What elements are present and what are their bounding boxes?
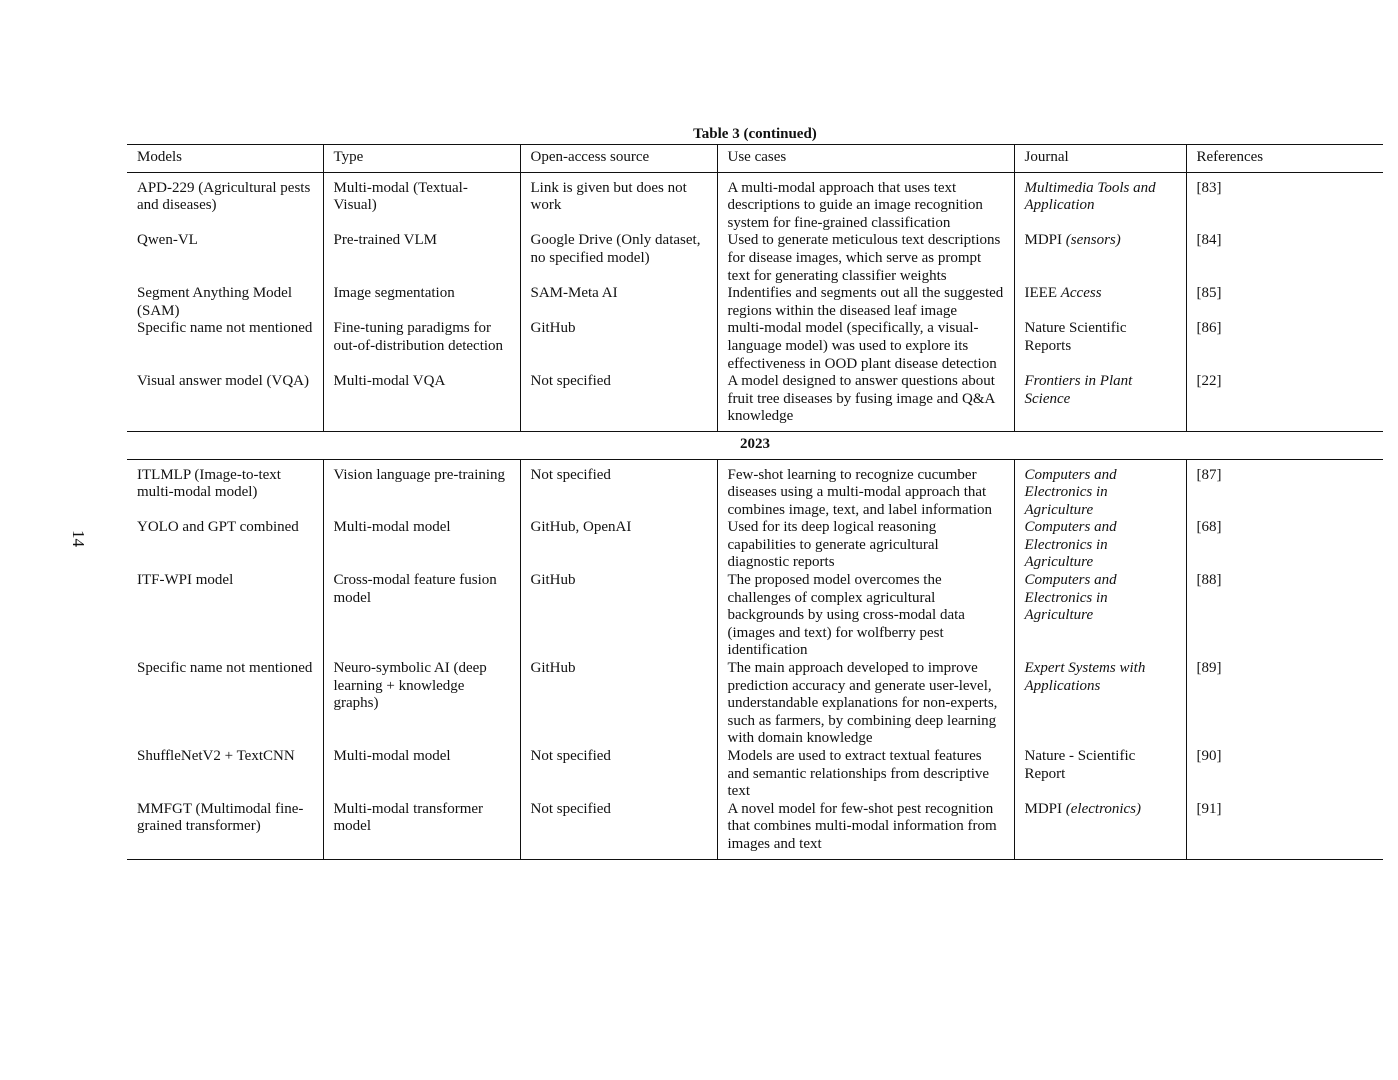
cell-use-case: A multi-modal approach that uses text descriptions to guide an image recognition system for fine-grained classification xyxy=(717,172,1014,232)
cell-use-case: Models are used to extract textual features and semantic relationships from descriptive text xyxy=(717,748,1014,801)
journal-italic-text: Expert Systems with Applications xyxy=(1024,660,1146,694)
table-body-before-2023 xyxy=(127,172,1383,431)
cell-use-case: The proposed model overcomes the challenges of complex agricultural backgrounds by using cross-modal data (images and text) for wolfberry pest identification xyxy=(717,572,1014,660)
cell-type: Neuro-symbolic AI (deep learning + knowledge graphs) xyxy=(323,660,520,748)
cell-reference: [87] xyxy=(1186,459,1383,519)
header-models: Models xyxy=(137,149,182,165)
cell-use-case: A model designed to answer questions about fruit tree diseases by fusing image and Q&A knowledge xyxy=(717,373,1014,431)
cell-type: Pre-trained VLM xyxy=(323,232,520,285)
cell-journal xyxy=(1014,748,1186,801)
cell-source: Not specified xyxy=(520,459,717,519)
cell-reference: [68] xyxy=(1186,519,1383,572)
cell-journal xyxy=(1014,320,1186,373)
cell-use-case: Used for its deep logical reasoning capabilities to generate agricultural diagnostic reports xyxy=(717,519,1014,572)
cell-journal xyxy=(1014,285,1186,320)
table-title: Table 3 (continued) xyxy=(693,126,817,142)
cell-journal xyxy=(1014,232,1186,285)
cell-source: Not specified xyxy=(520,801,717,859)
cell-reference: [83] xyxy=(1186,172,1383,232)
cell-reference: [89] xyxy=(1186,660,1383,748)
cell-reference: [84] xyxy=(1186,232,1383,285)
table-row xyxy=(127,519,1383,572)
cell-journal xyxy=(1014,373,1186,431)
cell-journal xyxy=(1014,801,1186,859)
cell-reference: [90] xyxy=(1186,748,1383,801)
cell-type: Multi-modal VQA xyxy=(323,373,520,431)
cell-model: Segment Anything Model (SAM) xyxy=(137,285,292,319)
cell-reference: [88] xyxy=(1186,572,1383,660)
cell-use-case: A novel model for few-shot pest recognition that combines multi-modal information from images and text xyxy=(717,801,1014,859)
cell-source: Not specified xyxy=(520,373,717,431)
cell-type: Multi-modal model xyxy=(323,748,520,801)
table-row xyxy=(127,572,1383,660)
cell-model: Visual answer model (VQA) xyxy=(137,373,309,390)
header-journal: Journal xyxy=(1014,145,1186,173)
cell-model: ShuffleNetV2 + TextCNN xyxy=(137,748,295,764)
cell-journal xyxy=(1014,519,1186,572)
cell-model: ITF-WPI model xyxy=(137,572,234,589)
cell-use-case: Used to generate meticulous text descriptions for disease images, which serve as prompt text for generating classifier weights xyxy=(717,232,1014,285)
journal-italic-text: Computers and Electronics in Agriculture xyxy=(1024,572,1117,624)
journal-plain-text: Nature Scientific Reports xyxy=(1024,320,1131,354)
table-row xyxy=(127,660,1383,748)
cell-model: ITLMLP (Image-to-text multi-modal model) xyxy=(137,466,281,501)
table-row xyxy=(127,748,1383,801)
journal-plain-text: MDPI xyxy=(1024,232,1066,249)
cell-type: Image segmentation xyxy=(323,285,520,320)
year-divider xyxy=(127,431,1383,459)
journal-plain-text: Nature - Scientific Report xyxy=(1024,748,1140,782)
cell-journal xyxy=(1014,572,1186,660)
cell-source: Not specified xyxy=(520,748,717,801)
cell-type: Multi-modal model xyxy=(323,519,520,572)
cell-use-case: Indentifies and segments out all the suggested regions within the diseased leaf image xyxy=(717,285,1014,320)
cell-source: Link is given but does not work xyxy=(520,172,717,232)
cell-reference: [85] xyxy=(1186,285,1383,320)
journal-plain-text: IEEE xyxy=(1024,285,1061,302)
journal-italic-text: Computers and Electronics in Agriculture xyxy=(1024,519,1117,571)
header-type: Type xyxy=(323,145,520,173)
cell-type: Fine-tuning paradigms for out-of-distribution detection xyxy=(323,320,520,373)
table-container xyxy=(127,124,1383,860)
cell-source: GitHub, OpenAI xyxy=(520,519,717,572)
cell-model: Specific name not mentioned xyxy=(137,320,313,337)
cell-use-case: multi-modal model (specifically, a visual-language model) was used to explore its effectiveness in OOD plant disease detection xyxy=(717,320,1014,373)
cell-type: Vision language pre-training xyxy=(323,459,520,519)
header-open-access-source: Open-access source xyxy=(520,145,717,173)
journal-plain-text: MDPI xyxy=(1024,800,1066,817)
cell-use-case: Few-shot learning to recognize cucumber diseases using a multi-modal approach that combines image, text, and label information xyxy=(717,459,1014,519)
header-references: References xyxy=(1186,145,1383,173)
cell-type: Multi-modal transformer model xyxy=(323,801,520,859)
cell-model: MMFGT (Multimodal fine-grained transformer) xyxy=(137,800,304,835)
table-header-row xyxy=(127,145,1383,173)
cell-reference: [22] xyxy=(1186,373,1383,431)
cell-type: Cross-modal feature fusion model xyxy=(323,572,520,660)
cell-journal xyxy=(1014,459,1186,519)
cell-source: SAM-Meta AI xyxy=(520,285,717,320)
table-row xyxy=(127,373,1383,431)
journal-italic-text: (sensors) xyxy=(1065,232,1121,249)
cell-model: Specific name not mentioned xyxy=(137,660,313,677)
cell-source: GitHub xyxy=(520,320,717,373)
cell-model: Qwen-VL xyxy=(137,232,198,249)
table-row xyxy=(127,801,1383,859)
header-use-cases: Use cases xyxy=(717,145,1014,173)
table-row xyxy=(127,172,1383,232)
table-row xyxy=(127,320,1383,373)
cell-reference: [91] xyxy=(1186,801,1383,859)
cell-journal xyxy=(1014,660,1186,748)
cell-use-case: The main approach developed to improve prediction accuracy and generate user-level, understandable explanations for non-experts, such as farmers, by combining deep learning with domain knowledge xyxy=(717,660,1014,748)
cell-model: APD-229 (Agricultural pests and diseases) xyxy=(137,179,311,214)
journal-italic-text: Access xyxy=(1060,285,1102,302)
cell-model: YOLO and GPT combined xyxy=(137,519,299,536)
models-table xyxy=(127,144,1383,860)
table-row xyxy=(127,459,1383,519)
cell-source: Google Drive (Only dataset, no specified model) xyxy=(520,232,717,285)
cell-journal xyxy=(1014,172,1186,232)
year-label: 2023 xyxy=(127,431,1383,459)
journal-italic-text: Frontiers in Plant Science xyxy=(1024,373,1133,407)
cell-reference: [86] xyxy=(1186,320,1383,373)
journal-italic-text: Multimedia Tools and Application xyxy=(1024,179,1156,214)
page-number: 14 xyxy=(69,530,88,547)
journal-italic-text: Computers and Electronics in Agriculture xyxy=(1024,466,1117,518)
table-body-2023 xyxy=(127,459,1383,859)
table-row xyxy=(127,232,1383,285)
cell-type: Multi-modal (Textual-Visual) xyxy=(323,172,520,232)
cell-source: GitHub xyxy=(520,572,717,660)
year-row xyxy=(127,431,1383,459)
table-row xyxy=(127,285,1383,320)
journal-italic-text: (electronics) xyxy=(1065,800,1142,817)
cell-source: GitHub xyxy=(520,660,717,748)
